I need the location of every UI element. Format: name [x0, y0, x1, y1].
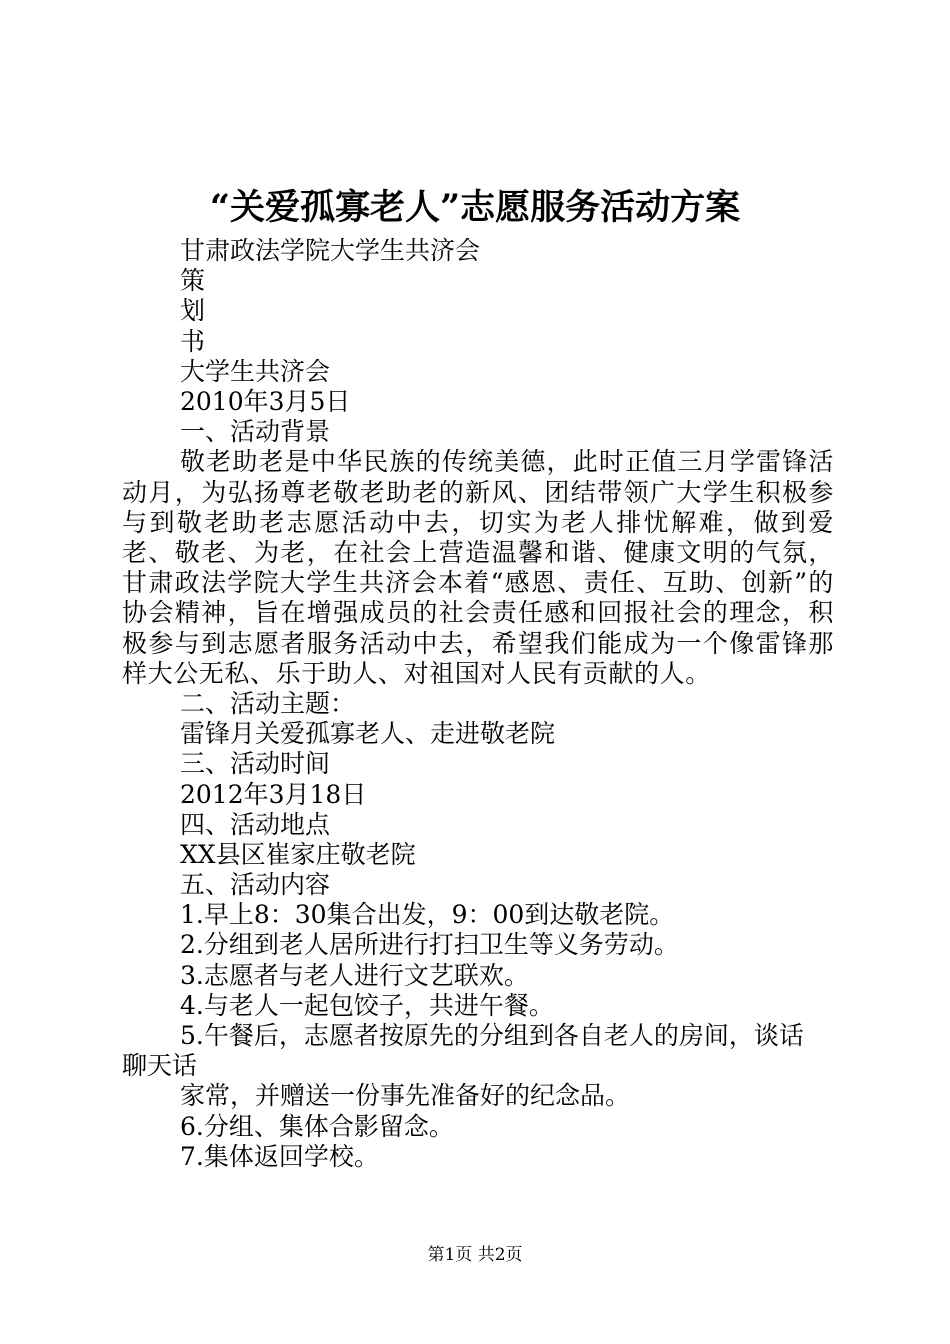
section-heading-place: 四、活动地点 — [180, 809, 331, 839]
issuer-name: 大学生共济会 — [180, 356, 331, 386]
issue-date: 2010年3月5日 — [180, 386, 351, 416]
content-item-6: 6.分组、集体合影留念。 — [180, 1111, 454, 1141]
section-heading-time: 三、活动时间 — [180, 749, 331, 779]
content-item-4: 4.与老人一起包饺子，共进午餐。 — [180, 990, 554, 1020]
content-item-1: 1.早上8：30集合出发，9：00到达敬老院。 — [180, 900, 675, 930]
background-paragraph: 敬老助老是中华民族的传统美德，此时正值三月学雷锋活动月，为弘扬尊老敬老助老的新风、团结带领广大学生积极参与到敬老助老志愿活动中去，切实为老人排忧解难，做到爱老、敬老、为老，在社会上营造温馨和谐、健康文明的气氛，甘肃政法学院大学生共济会本着“感恩、责任、互助、创新”的协会精神，旨在增强成员的社会责任感和回报社会的理念，积极参与到志愿者服务活动中去，希望我们能成为一个像雷锋那样大公无私、乐于助人、对祖国对人民有贡献的人。 — [122, 447, 834, 688]
time-text: 2012年3月18日 — [180, 779, 367, 809]
plan-char-2: 划 — [180, 296, 206, 326]
content-item-5-line-2: 聊天话 — [122, 1051, 198, 1081]
place-text: XX县区崔家庄敬老院 — [180, 839, 416, 869]
section-heading-background: 一、活动背景 — [180, 417, 331, 447]
theme-text: 雷锋月关爱孤寡老人、走进敬老院 — [180, 719, 556, 749]
section-heading-content: 五、活动内容 — [180, 870, 331, 900]
content-item-2: 2.分组到老人居所进行打扫卫生等义务劳动。 — [180, 930, 679, 960]
content-item-3: 3.志愿者与老人进行文艺联欢。 — [180, 960, 529, 990]
page-footer: 第1页 共2页 — [427, 1245, 523, 1265]
content-item-5-line-3: 家常，并赠送一份事先准备好的纪念品。 — [180, 1081, 631, 1111]
document-title: “关爱孤寡老人”志愿服务活动方案 — [209, 187, 741, 228]
organization-name: 甘肃政法学院大学生共济会 — [180, 236, 481, 265]
plan-char-1: 策 — [180, 266, 206, 296]
plan-char-3: 书 — [180, 326, 206, 356]
document-body — [122, 236, 834, 1172]
content-item-7: 7.集体返回学校。 — [180, 1141, 379, 1171]
section-heading-theme: 二、活动主题： — [180, 688, 356, 718]
content-item-5-line-1: 5.午餐后，志愿者按原先的分组到各自老人的房间，谈话 — [180, 1021, 804, 1050]
